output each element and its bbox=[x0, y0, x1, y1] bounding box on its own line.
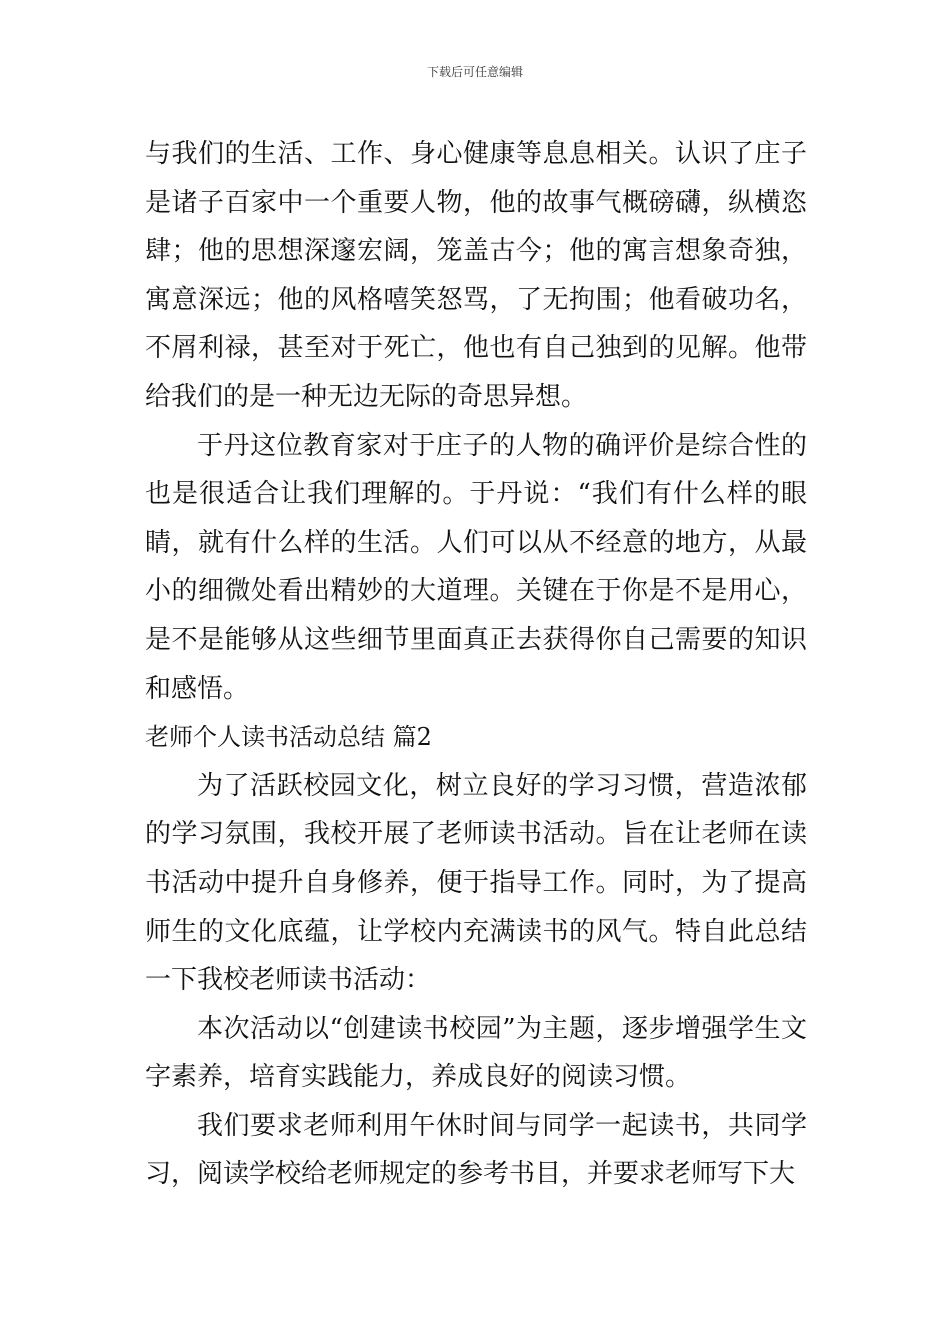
paragraph: 与我们的生活、工作、身心健康等息息相关。认识了庄子是诸子百家中一个重要人物，他的故事气概磅礴，纵横恣肆；他的思想深邃宏阔，笼盖古今；他的寓言想象奇独，寓意深远；他的风格嘻笑怒骂，了无拘围；他看破功名，不屑利禄，甚至对于死亡，他也有自己独到的见解。他带给我们的是一种无边无际的奇思异想。 bbox=[145, 139, 807, 412]
page-header: 下载后可任意编辑 bbox=[426, 65, 523, 79]
paragraph: 本次活动以“创建读书校园”为主题，逐步增强学生文字素养，培育实践能力，养成良好的阅读习惯。 bbox=[145, 1013, 807, 1093]
section-heading: 老师个人读书活动总结 篇2 bbox=[145, 723, 432, 752]
paragraph: 我们要求老师利用午休时间与同学一起读书，共同学习，阅读学校给老师规定的参考书目，并要求老师写下大 bbox=[145, 1110, 807, 1190]
paragraph: 为了活跃校园文化，树立良好的学习习惯，营造浓郁的学习氛围，我校开展了老师读书活动。旨在让老师在读书活动中提升自身修养，便于指导工作。同时，为了提高师生的文化底蕴，让学校内充满读书的风气。特自此总结一下我校老师读书活动： bbox=[145, 770, 807, 996]
document-body bbox=[145, 130, 807, 1199]
paragraph: 于丹这位教育家对于庄子的人物的确评价是综合性的也是很适合让我们理解的。于丹说：“我们有什么样的眼睛，就有什么样的生活。人们可以从不经意的地方，从最小的细微处看出精妙的大道理。关键在于你是不是用心，是不是能够从这些细节里面真正去获得你自己需要的知识和感悟。 bbox=[145, 430, 807, 704]
